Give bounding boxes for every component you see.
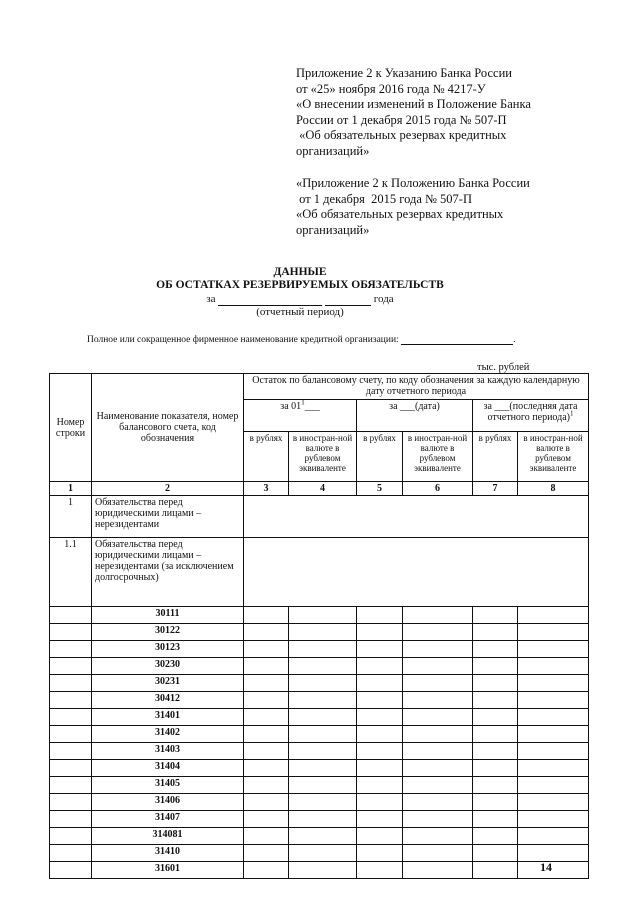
value-cell[interactable] [518,641,589,658]
value-cell[interactable] [289,862,357,879]
row-number-cell [50,862,92,879]
org-name-label: Полное или сокращенное фирменное наименование кредитной организации: [87,335,399,345]
value-cell[interactable] [403,743,473,760]
value-cell[interactable] [403,607,473,624]
date-3-footnote: 1 [570,409,574,418]
period-blank-2[interactable] [325,295,371,306]
header-line: «О внесении изменений в Положение Банка [296,97,531,111]
col-header-fx: в иностран-ной валюте в рублевом эквиваленте [289,432,357,482]
reserves-table [49,373,589,879]
value-cell[interactable] [357,828,403,845]
header-line: «Приложение 2 к Положению Банка России [296,176,530,190]
col-header-date-1: за $01^1\_\_\_$ [244,400,357,432]
row-number-cell [50,624,92,641]
col-header-date-2: за ___(дата) [357,400,473,432]
value-cell[interactable] [473,607,518,624]
value-cell[interactable] [473,845,518,862]
date-1-label: за 01 [280,401,302,412]
value-cell[interactable] [473,743,518,760]
row-number-cell [50,726,92,743]
col-header-group: Остаток по балансовому счету, по коду обозначения за каждую календарную дату отчетного периода [244,374,589,400]
value-cell[interactable] [289,777,357,794]
value-cell[interactable] [473,658,518,675]
value-cell[interactable] [244,743,289,760]
row-number-cell [50,607,92,624]
row-number-cell [50,777,92,794]
value-cell[interactable] [403,845,473,862]
value-cell[interactable] [244,624,289,641]
value-cell[interactable] [473,828,518,845]
row-number-cell [50,811,92,828]
table-row [50,692,589,709]
value-cell[interactable] [357,675,403,692]
org-name-blank[interactable] [401,335,513,345]
header-line: организаций» [296,222,370,237]
col-number: 8 [518,482,589,496]
table-row [50,726,589,743]
value-cell[interactable] [357,794,403,811]
col-number: 4 [289,482,357,496]
row-name: Обязательства перед юридическими лицами – нерезидентами (за исключением долгосрочных) [92,538,244,607]
account-code: 31404 [92,760,244,777]
col-number: 6 [403,482,473,496]
value-cell[interactable] [357,845,403,862]
value-cell[interactable] [289,607,357,624]
table-row [50,743,589,760]
value-cell[interactable] [473,794,518,811]
col-header-date-3 [473,400,589,432]
header-line: «Об обязательных резервах кредитных [296,128,507,142]
account-code: 30123 [92,641,244,658]
row-number-cell [50,760,92,777]
value-cell[interactable] [473,641,518,658]
row-number: 1.1 [50,538,92,607]
value-cell[interactable] [289,641,357,658]
value-cell[interactable] [244,828,289,845]
value-cell[interactable] [289,760,357,777]
account-code: 31403 [92,743,244,760]
header-line: организаций» [296,143,370,158]
value-cell[interactable] [357,658,403,675]
value-cell[interactable] [289,828,357,845]
value-cell[interactable] [473,811,518,828]
table-row [50,675,589,692]
value-cell[interactable] [518,777,589,794]
value-cell[interactable] [518,845,589,862]
value-cell[interactable] [244,675,289,692]
value-cell[interactable] [357,811,403,828]
period-line [0,293,600,306]
value-cell[interactable] [357,862,403,879]
value-cell[interactable] [518,658,589,675]
table-row [50,624,589,641]
value-cell[interactable] [403,709,473,726]
value-cell[interactable] [473,675,518,692]
account-code: 31402 [92,726,244,743]
value-cell[interactable] [473,760,518,777]
row-number-cell [50,641,92,658]
account-code: 31401 [92,709,244,726]
document-title [0,266,600,319]
value-cell[interactable] [357,777,403,794]
value-cell[interactable] [518,794,589,811]
account-code: 30230 [92,658,244,675]
value-cell[interactable] [244,726,289,743]
row-number: 1 [50,496,92,538]
header-line: Приложение 2 к Указанию Банка России [296,66,512,80]
value-cell[interactable] [244,862,289,879]
col-number: 3 [244,482,289,496]
value-cell[interactable] [403,658,473,675]
value-cell[interactable] [403,760,473,777]
account-code: 31405 [92,777,244,794]
value-cell[interactable] [473,777,518,794]
table-row-section-1 [50,496,589,538]
value-cell[interactable] [403,641,473,658]
value-cell[interactable] [244,607,289,624]
header-line: от 1 декабря 2015 года № 507-П [296,191,472,206]
value-cell[interactable] [244,777,289,794]
table-row [50,777,589,794]
row-number-cell [50,794,92,811]
value-cell[interactable] [244,811,289,828]
table-row [50,607,589,624]
row-number-cell [50,743,92,760]
table-row [50,828,589,845]
value-cell[interactable] [403,726,473,743]
value-cell[interactable] [244,641,289,658]
appendix-header-1 [296,66,596,159]
account-code: 314081 [92,828,244,845]
col-header-fx: в иностран-ной валюте в рублевом эквиваленте [518,432,589,482]
table-row [50,760,589,777]
period-prefix: за [206,293,216,305]
table-row [50,862,589,879]
value-cell[interactable] [289,794,357,811]
period-note: (отчетный период) [256,306,344,318]
account-code: 30231 [92,675,244,692]
value-cell[interactable] [357,624,403,641]
account-code: 30122 [92,624,244,641]
value-cell[interactable] [244,845,289,862]
row-empty-span [244,538,589,607]
value-cell[interactable] [289,709,357,726]
account-code: 30111 [92,607,244,624]
account-code: 31406 [92,794,244,811]
row-name: Обязательства перед юридическими лицами – нерезидентами [92,496,244,538]
col-header-rub: в рублях [244,432,289,482]
row-number-cell [50,709,92,726]
col-header-rub: в рублях [473,432,518,482]
value-cell[interactable] [473,726,518,743]
date-1-footnote: 1 [301,399,305,407]
value-cell[interactable] [244,692,289,709]
title-line-1: ДАННЫЕ [273,266,327,278]
value-cell[interactable] [244,709,289,726]
value-cell[interactable] [518,743,589,760]
header-line: России от 1 декабря 2015 года № 507-П [296,112,507,127]
value-cell[interactable] [518,726,589,743]
value-cell[interactable] [473,709,518,726]
table-row [50,641,589,658]
header-line: от «25» ноября 2016 года № 4217-У [296,81,486,96]
page-number: 14 [540,860,552,874]
value-cell[interactable] [289,743,357,760]
value-cell[interactable] [403,624,473,641]
header-line: «Об обязательных резервах кредитных [296,207,504,221]
value-cell[interactable] [403,675,473,692]
value-cell[interactable] [403,794,473,811]
value-cell[interactable] [289,675,357,692]
value-cell[interactable] [289,726,357,743]
value-cell[interactable] [244,794,289,811]
value-cell[interactable] [518,709,589,726]
row-number-cell [50,692,92,709]
col-header-rub: в рублях [357,432,403,482]
value-cell[interactable] [518,675,589,692]
table-row [50,845,589,862]
table-row-section-1-1 [50,538,589,607]
value-cell[interactable] [403,811,473,828]
value-cell[interactable] [518,828,589,845]
value-cell[interactable] [518,811,589,828]
row-number-cell [50,828,92,845]
value-cell[interactable] [518,692,589,709]
col-number: 7 [473,482,518,496]
value-cell[interactable] [357,760,403,777]
value-cell[interactable] [357,607,403,624]
value-cell[interactable] [244,760,289,777]
value-cell[interactable] [289,658,357,675]
account-code: 30412 [92,692,244,709]
value-cell[interactable] [289,624,357,641]
col-header-row-number: Номер строки [50,374,92,482]
value-cell[interactable] [473,692,518,709]
col-number: 5 [357,482,403,496]
value-cell[interactable] [473,624,518,641]
value-cell[interactable] [518,760,589,777]
value-cell[interactable] [518,624,589,641]
table-row [50,709,589,726]
value-cell[interactable] [518,607,589,624]
row-number-cell [50,675,92,692]
table-row [50,811,589,828]
table-row [50,794,589,811]
period-blank-1[interactable] [218,295,322,306]
value-cell[interactable] [518,862,589,879]
col-header-fx: в иностран-ной валюте в рублевом эквиваленте [403,432,473,482]
value-cell[interactable] [403,692,473,709]
col-number: 2 [92,482,244,496]
value-cell[interactable] [403,862,473,879]
appendix-header-2 [296,176,596,238]
value-cell[interactable] [403,828,473,845]
value-cell[interactable] [473,862,518,879]
value-cell[interactable] [357,641,403,658]
value-cell[interactable] [357,726,403,743]
period-suffix: года [373,293,394,305]
row-number-cell [50,658,92,675]
value-cell[interactable] [244,658,289,675]
account-code: 31410 [92,845,244,862]
value-cell[interactable] [289,692,357,709]
date-3-label: за ___(последняя дата отчетного периода) [483,401,578,423]
value-cell[interactable] [357,743,403,760]
title-line-2: ОБ ОСТАТКАХ РЕЗЕРВИРУЕМЫХ ОБЯЗАТЕЛЬСТВ [156,279,444,291]
col-number: 1 [50,482,92,496]
value-cell[interactable] [289,845,357,862]
row-number-cell [50,845,92,862]
account-code: 31601 [92,862,244,879]
value-cell[interactable] [357,709,403,726]
row-empty-span [244,496,589,538]
col-header-name: Наименование показателя, номер балансового счета, код обозначения [92,374,244,482]
account-code: 31407 [92,811,244,828]
units-label: тыс. рублей [477,362,530,373]
value-cell[interactable] [289,811,357,828]
table-row [50,658,589,675]
org-name-line: Полное или сокращенное фирменное наименование кредитной организации: . [87,335,516,345]
value-cell[interactable] [403,777,473,794]
value-cell[interactable] [357,692,403,709]
